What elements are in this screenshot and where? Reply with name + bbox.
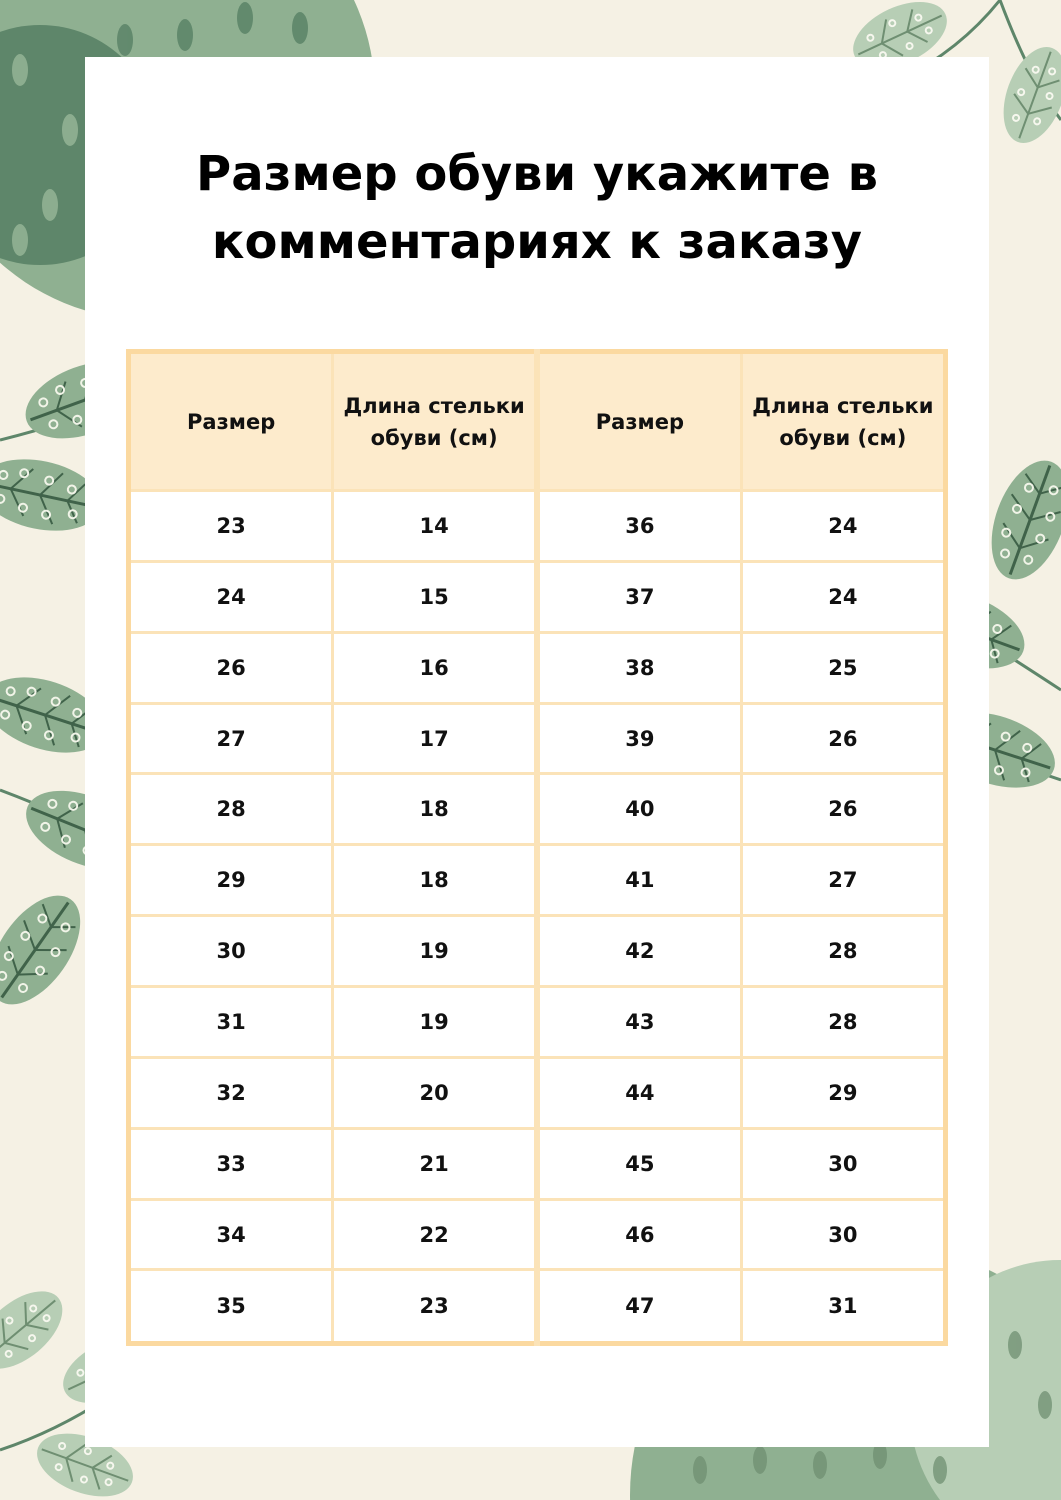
table-row [129, 1057, 946, 1128]
table-cell: 26 [741, 703, 945, 774]
table-cell: 34 [129, 1199, 333, 1270]
table-cell: 23 [333, 1270, 537, 1344]
table-cell: 33 [129, 1128, 333, 1199]
page-title: Размер обуви укажите в комментариях к заказу [196, 146, 878, 270]
table-row [129, 632, 946, 703]
table-row [129, 1199, 946, 1270]
table-cell: 32 [129, 1057, 333, 1128]
table-header-row [129, 352, 946, 491]
table-cell: 44 [537, 1057, 741, 1128]
header-size-right: Размер [537, 352, 741, 491]
table-row [129, 916, 946, 987]
table-cell: 22 [333, 1199, 537, 1270]
table-cell: 40 [537, 774, 741, 845]
table-cell: 24 [741, 491, 945, 562]
table-cell: 35 [129, 1270, 333, 1344]
shoe-size-table [126, 349, 948, 1346]
header-insole-left: Длина стельки обуви (см) [333, 352, 537, 491]
table-cell: 27 [741, 845, 945, 916]
table-row [129, 703, 946, 774]
table-cell: 27 [129, 703, 333, 774]
table-row [129, 1128, 946, 1199]
table-row [129, 491, 946, 562]
table-row [129, 987, 946, 1058]
header-size-left: Размер [129, 352, 333, 491]
table-cell: 23 [129, 491, 333, 562]
table-cell: 24 [741, 561, 945, 632]
table-cell: 21 [333, 1128, 537, 1199]
table-cell: 24 [129, 561, 333, 632]
table-cell: 46 [537, 1199, 741, 1270]
table-cell: 36 [537, 491, 741, 562]
table-cell: 15 [333, 561, 537, 632]
table-cell: 31 [129, 987, 333, 1058]
table-cell: 37 [537, 561, 741, 632]
table-cell: 28 [129, 774, 333, 845]
table-cell: 20 [333, 1057, 537, 1128]
table-cell: 38 [537, 632, 741, 703]
table-cell: 30 [129, 916, 333, 987]
table-cell: 26 [129, 632, 333, 703]
table-cell: 19 [333, 987, 537, 1058]
table-cell: 18 [333, 845, 537, 916]
table-cell: 14 [333, 491, 537, 562]
header-insole-right: Длина стельки обуви (см) [741, 352, 945, 491]
table-cell: 47 [537, 1270, 741, 1344]
table-cell: 16 [333, 632, 537, 703]
table-cell: 29 [741, 1057, 945, 1128]
table-row [129, 561, 946, 632]
size-table-container [126, 349, 948, 1346]
table-cell: 31 [741, 1270, 945, 1344]
table-cell: 30 [741, 1128, 945, 1199]
table-cell: 42 [537, 916, 741, 987]
table-cell: 39 [537, 703, 741, 774]
table-cell: 18 [333, 774, 537, 845]
table-cell: 43 [537, 987, 741, 1058]
table-cell: 17 [333, 703, 537, 774]
table-cell: 28 [741, 987, 945, 1058]
table-cell: 19 [333, 916, 537, 987]
table-cell: 45 [537, 1128, 741, 1199]
table-cell: 41 [537, 845, 741, 916]
table-row [129, 774, 946, 845]
table-cell: 25 [741, 632, 945, 703]
table-cell: 30 [741, 1199, 945, 1270]
table-cell: 28 [741, 916, 945, 987]
table-row [129, 1270, 946, 1344]
table-row [129, 845, 946, 916]
table-cell: 26 [741, 774, 945, 845]
table-cell: 29 [129, 845, 333, 916]
